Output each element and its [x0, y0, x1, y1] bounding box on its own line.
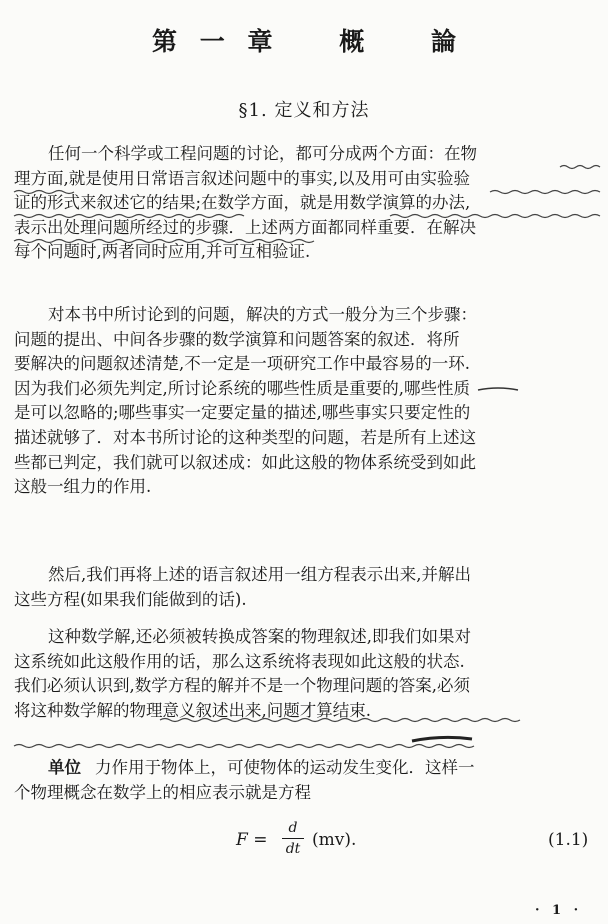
chapter-title	[0, 22, 608, 58]
fraction-denominator: dt	[285, 841, 301, 857]
paragraph-2	[14, 303, 608, 500]
text-line: 将这种数学解的物理意义叙述出来,问题才算结束.	[14, 700, 371, 720]
chapter-char: 概	[339, 27, 365, 56]
text-line: 描述就够了．对本书所讨论的这种类型的问题，若是所有上述这	[14, 427, 476, 447]
fraction-numerator: d	[282, 818, 304, 839]
equation-1-1	[0, 818, 608, 868]
paragraph-4	[14, 625, 608, 723]
chapter-char: 第	[152, 27, 178, 56]
text-line	[14, 756, 608, 781]
section-title: §1. 定义和方法	[238, 100, 370, 121]
text-segment: 力作用于物体上，可使物体的运动发生变化．这样一	[95, 758, 475, 777]
text-line: 证的形式来叙述它的结果;在数学方面，就是用数学演算的办法,	[14, 193, 471, 213]
chapter-char: 章	[247, 27, 273, 56]
text-line: 这些方程(如果我们能做到的话).	[14, 589, 247, 609]
text-line: 个物理概念在数学上的相应表示就是方程	[14, 782, 311, 802]
page-number: · 1 ·	[535, 903, 583, 918]
text-line: 表示出处理问题所经过的步骤．上述两方面都同样重要．在解决	[14, 217, 476, 237]
text-line: 然后,我们再将上述的语言叙述用一组方程表示出来,并解出	[48, 565, 471, 584]
text-line: 要解决的问题叙述清楚,不一定是一项研究工作中最容易的一环.	[14, 354, 470, 374]
paragraph-5	[14, 756, 608, 805]
chapter-char: 一	[199, 27, 225, 56]
chapter-char: 論	[430, 27, 456, 56]
equation-lhs: F =	[236, 830, 268, 850]
text-line: 对本书中所讨论到的问题，解决的方式一般分为三个步骤：	[48, 305, 477, 324]
text-line: 我们必须认识到,数学方程的解并不是一个物理问题的答案,必须	[14, 676, 470, 696]
ink-stroke	[412, 737, 472, 741]
keyword-unit: 单位	[48, 758, 81, 777]
text-line: 这种数学解,还必须被转换成答案的物理叙述,即我们如果对	[48, 627, 471, 646]
text-line: 因为我们必须先判定,所讨论系统的哪些性质是重要的,哪些性质	[14, 378, 470, 398]
text-line: 这系统如此这般作用的话，那么这系统将表现如此这般的状态.	[14, 651, 465, 671]
paragraph-3	[14, 563, 608, 612]
equation-rhs: (mv).	[312, 830, 357, 850]
text-line: 任何一个科学或工程问题的讨论，都可分成两个方面：在物	[48, 144, 477, 163]
text-line: 每个问题时,两者同时应用,并可互相验证.	[14, 242, 311, 262]
paragraph-1	[14, 142, 608, 265]
text-line: 问题的提出、中间各步骤的数学演算和问题答案的叙述．将所	[14, 329, 460, 349]
wavy-underline	[14, 745, 474, 748]
text-line: 理方面,就是使用日常语言叙述问题中的事实,以及用可由实验验	[14, 168, 470, 188]
text-line: 是可以忽略的;哪些事实一定要定量的描述,哪些事实只要定性的	[14, 403, 471, 423]
equation-number: (1.1)	[548, 830, 589, 850]
text-line: 这般一组力的作用.	[14, 477, 152, 497]
equation-fraction	[282, 818, 304, 859]
text-line: 些都已判定，我们就可以叙述成：如此这般的物体系统受到如此	[14, 452, 476, 472]
